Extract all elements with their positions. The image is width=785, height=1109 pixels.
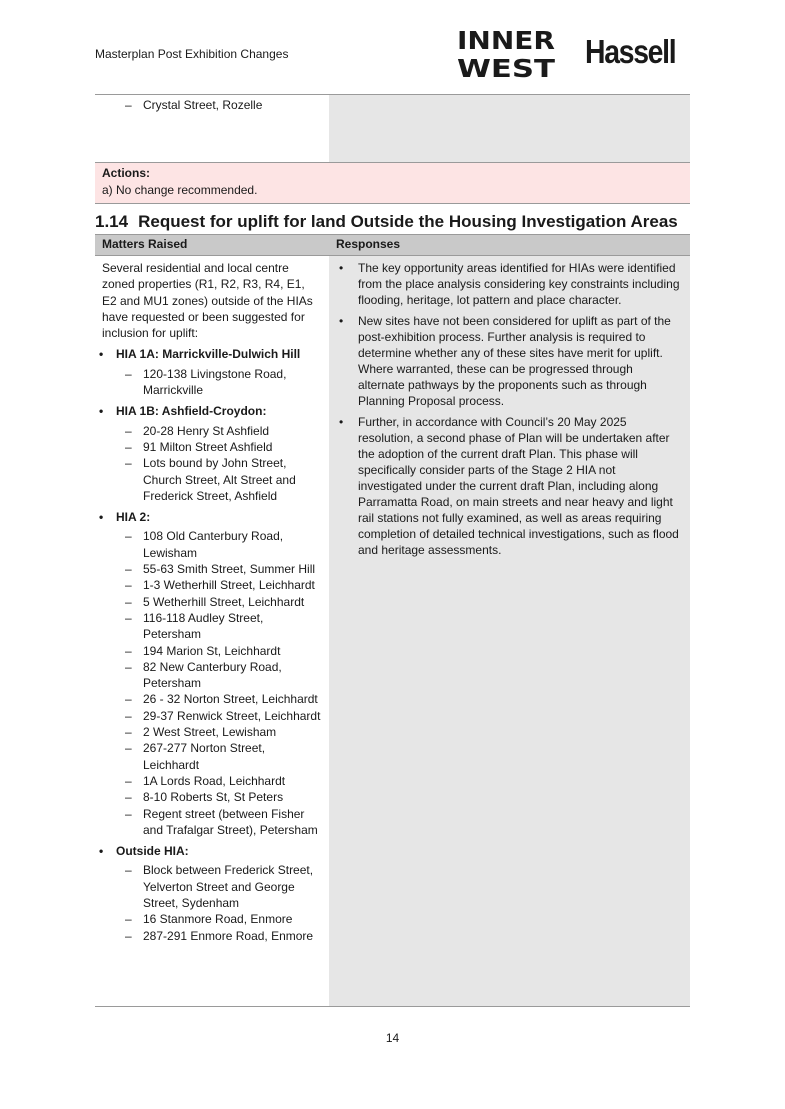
actions-box	[95, 162, 690, 204]
list-item: – 82 New Canterbury Road, Petersham	[95, 659, 322, 692]
response-item: • The key opportunity areas identified for HIAs were identified from the place analysis considering key constraints including flooding, heritage, lot pattern and place character.	[336, 260, 682, 308]
document-title: Masterplan Post Exhibition Changes	[95, 47, 289, 61]
list-item: – 1A Lords Road, Leichhardt	[95, 773, 322, 789]
hia-group	[102, 403, 322, 504]
hassell-logo: Hassell	[585, 33, 676, 70]
table-header-row	[95, 234, 690, 256]
list-item: – Crystal Street, Rozelle	[95, 98, 329, 112]
list-item: – 5 Wetherhill Street, Leichhardt	[95, 594, 322, 610]
list-item: – 287-291 Enmore Road, Enmore	[95, 928, 322, 944]
list-item: – Block between Frederick Street, Yelverton Street and George Street, Sydenham	[95, 862, 322, 911]
list-item: – 91 Milton Street Ashfield	[95, 439, 322, 455]
previous-table-continuation	[95, 94, 690, 163]
logo-inner-line-2: WEST	[457, 54, 555, 80]
section-number: 1.14	[95, 212, 129, 231]
section-title: Request for uplift for land Outside the Housing Investigation Areas	[138, 212, 678, 231]
hia-group-title: • HIA 1A: Marrickville-Dulwich Hill	[95, 346, 322, 362]
hia-group-title: • HIA 1B: Ashfield-Croydon:	[95, 403, 322, 419]
list-item: – 55-63 Smith Street, Summer Hill	[95, 561, 322, 577]
matters-responses-table	[95, 234, 690, 1007]
list-item: – Lots bound by John Street, Church Street, Alt Street and Frederick Street, Ashfield	[95, 455, 322, 504]
hia-group-title: • HIA 2:	[95, 509, 322, 525]
response-item: • New sites have not been considered for uplift as part of the post-exhibition process. Further analysis is required to determine whether any of these sites have merit for uplift. Where warranted, these can be progressed through alternate pathways by the proponents such as through Planning Proposal process.	[336, 313, 682, 409]
list-item: – 29-37 Renwick Street, Leichhardt	[95, 708, 322, 724]
actions-label: Actions:	[102, 166, 150, 180]
list-item: – 108 Old Canterbury Road, Lewisham	[95, 528, 322, 561]
list-item: – 16 Stanmore Road, Enmore	[95, 911, 322, 927]
list-item: – 26 - 32 Norton Street, Leichhardt	[95, 691, 322, 707]
responses-cell	[329, 256, 690, 1006]
inner-west-logo	[457, 26, 557, 80]
hia-group	[102, 843, 322, 944]
list-item: – 8-10 Roberts St, St Peters	[95, 789, 322, 805]
page-number: 14	[385, 1031, 400, 1045]
list-item: – 194 Marion St, Leichhardt	[95, 643, 322, 659]
hia-group	[102, 346, 322, 398]
list-item: – Regent street (between Fisher and Trafalgar Street), Petersham	[95, 806, 322, 839]
list-item: – 20-28 Henry St Ashfield	[95, 423, 322, 439]
list-item: – 2 West Street, Lewisham	[95, 724, 322, 740]
actions-text: a) No change recommended.	[102, 183, 258, 197]
column-header-matters: Matters Raised	[102, 237, 188, 251]
matters-intro: Several residential and local centre zoned properties (R1, R2, R3, R4, E1, E2 and MU1 zones) outside of the HIAs have requested or been suggested for inclusion for uplift:	[102, 261, 313, 341]
site-list	[102, 423, 322, 504]
table-row	[95, 256, 690, 1006]
response-item: • Further, in accordance with Council’s 20 May 2025 resolution, a second phase of Plan will be undertaken after the adoption of the current draft Plan. This phase will specifically consider parts of the Stage 2 HIA not investigated under the current draft Plan, including along Parramatta Road, on main streets and near heavy and light rail stations not fully examined, as well as areas requiring completion of detailed technical investigations, such as flood and heritage assessments.	[336, 414, 682, 558]
list-item: – 267-277 Norton Street, Leichhardt	[95, 740, 322, 773]
site-list	[102, 862, 322, 943]
site-list	[102, 366, 322, 399]
site-list	[102, 528, 322, 838]
list-item: – 120-138 Livingstone Road, Marrickville	[95, 366, 322, 399]
top-table-matters-cell	[95, 95, 329, 163]
list-item: – 1-3 Wetherhill Street, Leichhardt	[95, 577, 322, 593]
list-item: – 116-118 Audley Street, Petersham	[95, 610, 322, 643]
section-heading	[95, 212, 678, 232]
hia-group	[102, 509, 322, 838]
responses-list	[336, 260, 682, 558]
matters-raised-cell	[95, 256, 329, 1006]
top-table-responses-cell	[329, 95, 690, 163]
logo-inner-line-1: INNER	[457, 26, 555, 55]
column-header-responses: Responses	[336, 237, 401, 251]
hia-group-title: • Outside HIA:	[95, 843, 322, 859]
